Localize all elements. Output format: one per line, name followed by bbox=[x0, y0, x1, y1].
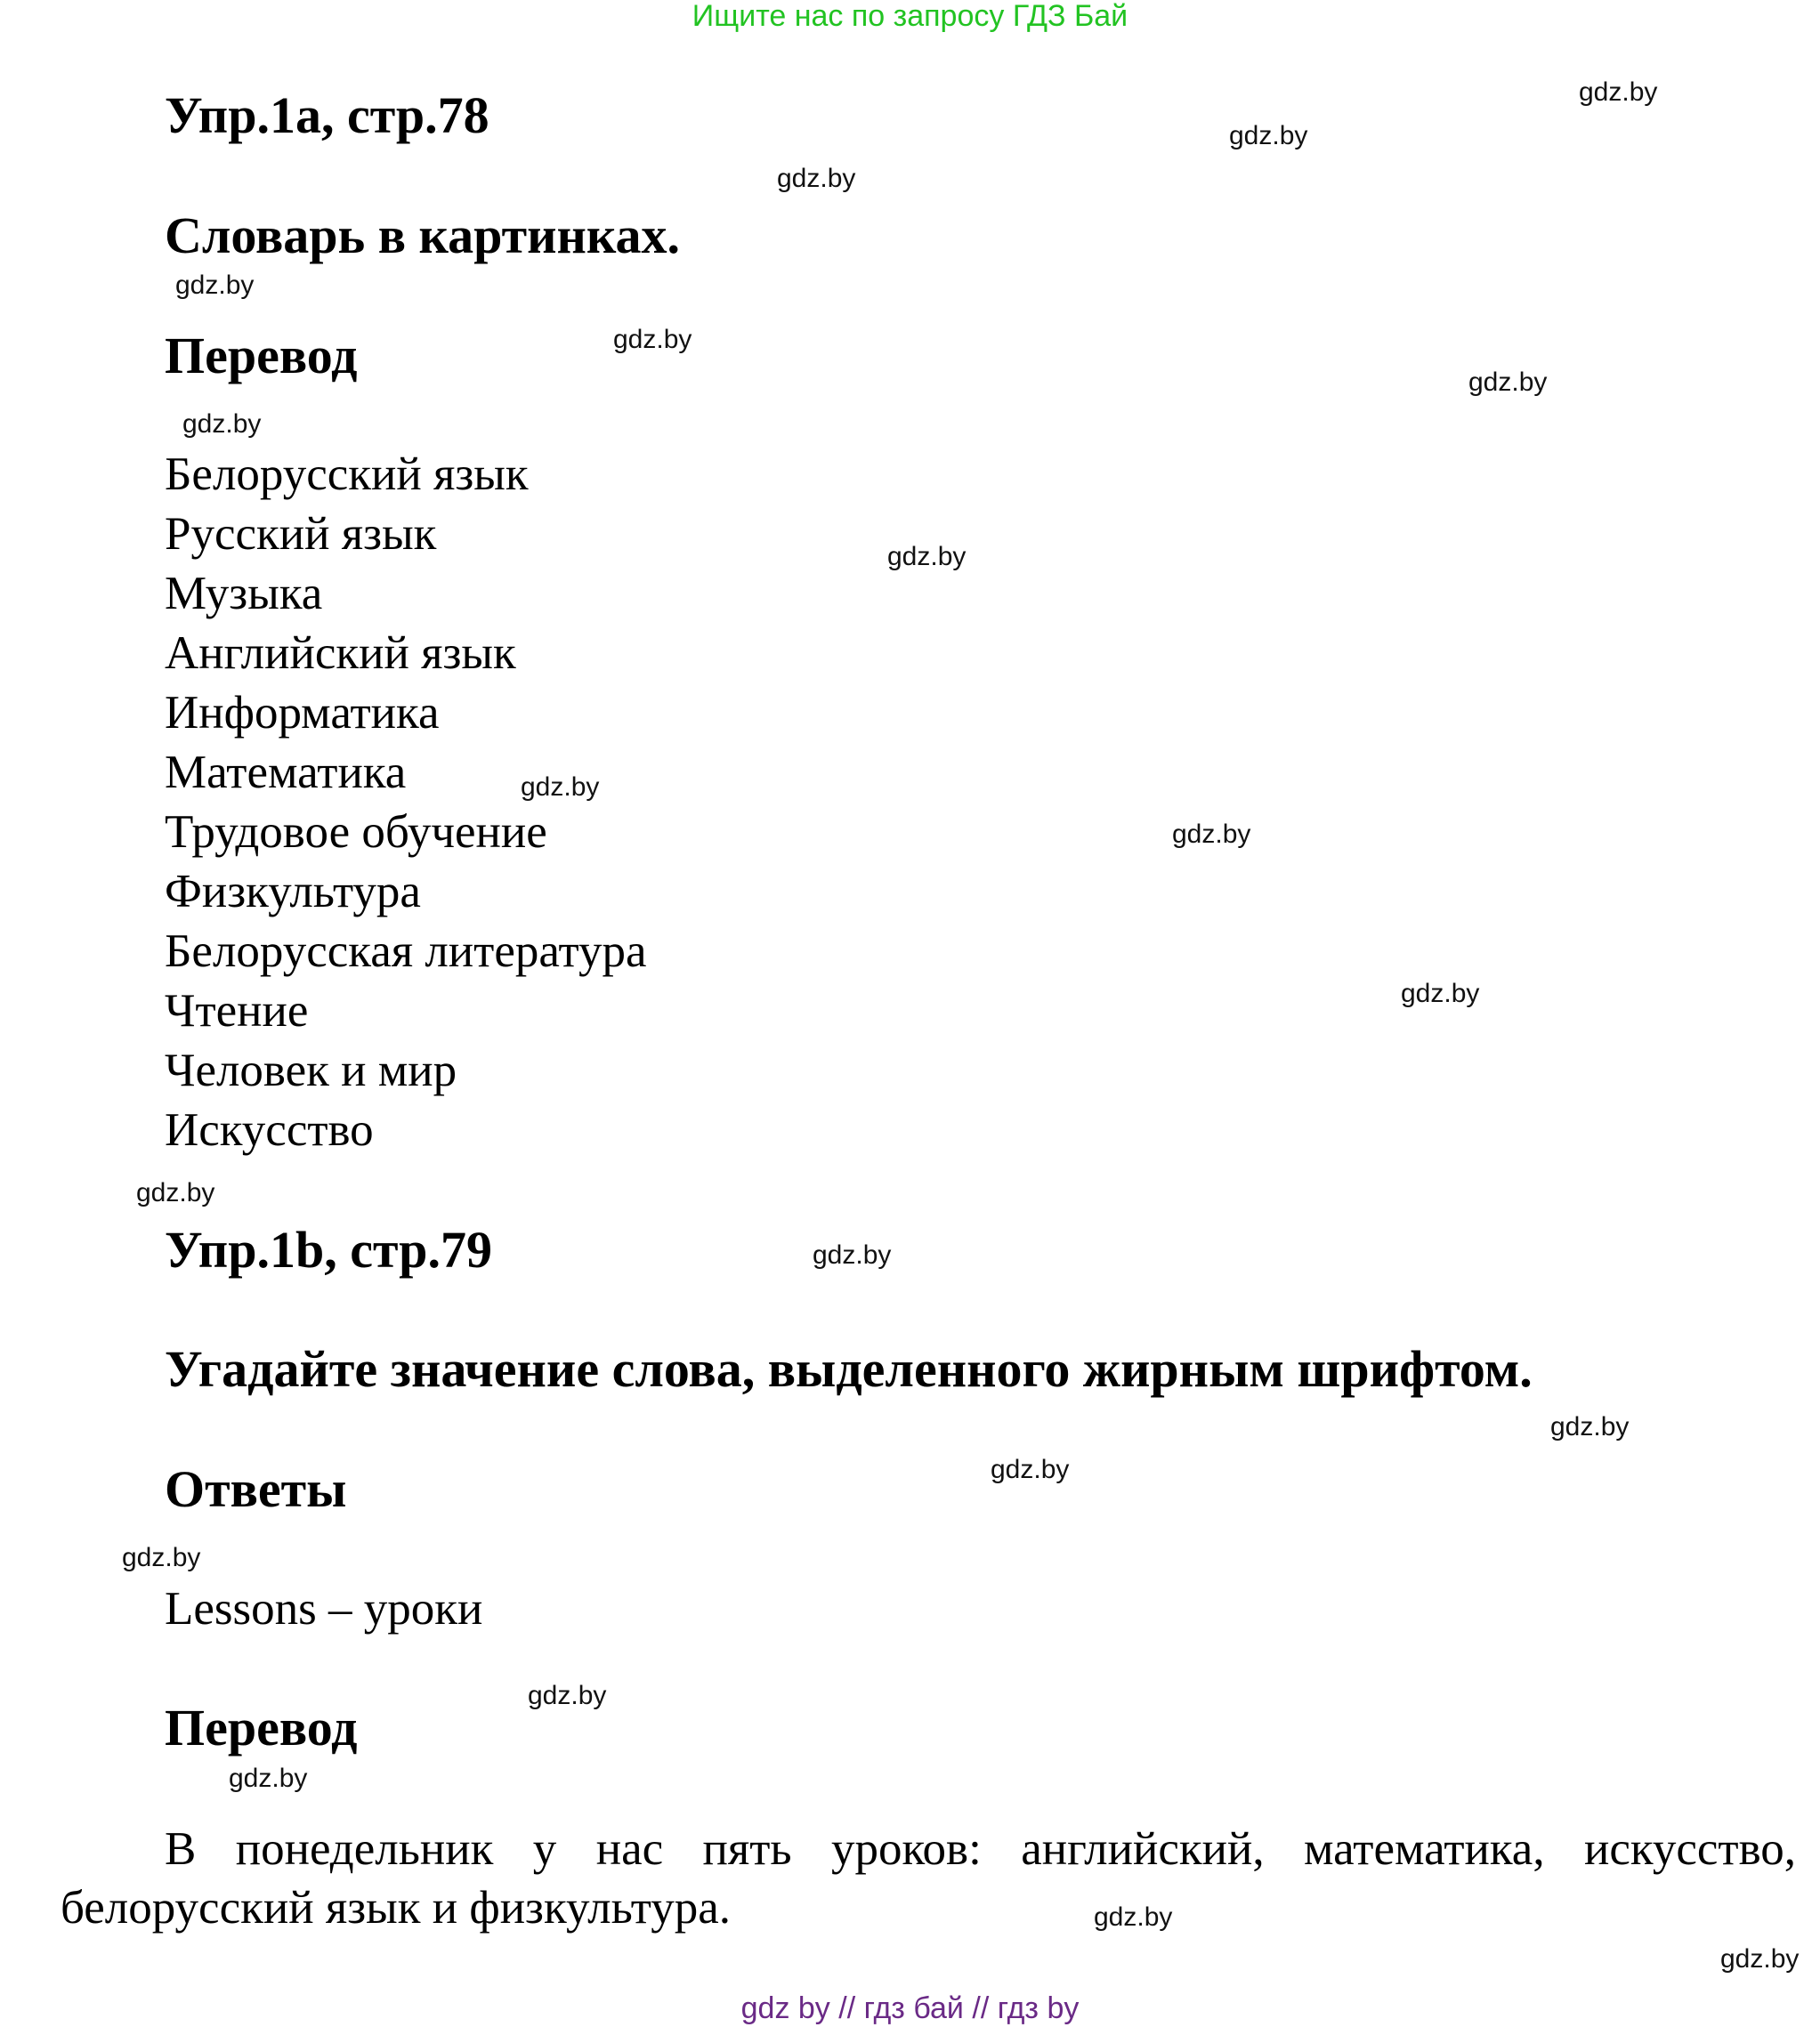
list-item: Русский язык bbox=[165, 508, 437, 560]
watermark: gdz.by bbox=[887, 542, 967, 571]
watermark: gdz.by bbox=[1550, 1412, 1630, 1442]
list-item: Физкультура bbox=[165, 866, 421, 917]
exercise-1b-title: Упр.1b, стр.79 bbox=[165, 1221, 492, 1279]
list-item: Человек и мир bbox=[165, 1045, 457, 1096]
watermark: gdz.by bbox=[1094, 1902, 1173, 1932]
list-item: Английский язык bbox=[165, 627, 516, 679]
watermark: gdz.by bbox=[1468, 367, 1548, 397]
list-item: Математика bbox=[165, 747, 407, 798]
watermark: gdz.by bbox=[1720, 1944, 1800, 1974]
watermark: gdz.by bbox=[1579, 77, 1658, 107]
watermark: gdz.by bbox=[777, 164, 856, 193]
watermark: gdz.by bbox=[528, 1681, 607, 1710]
translation-heading-1: Перевод bbox=[165, 327, 358, 384]
list-item: Искусство bbox=[165, 1104, 374, 1156]
watermark: gdz.by bbox=[122, 1543, 201, 1572]
watermark: gdz.by bbox=[1229, 121, 1308, 150]
list-item: Белорусская литература bbox=[165, 925, 647, 977]
translation-paragraph: В понедельник у нас пять уроков: английский, математика, искусство, белорусский язык и физкультура. bbox=[61, 1823, 1796, 1934]
watermark: gdz.by bbox=[229, 1764, 308, 1793]
exercise-1a-title: Упр.1a, стр.78 bbox=[165, 86, 489, 144]
list-item: Музыка bbox=[165, 568, 323, 619]
watermark: gdz.by bbox=[175, 271, 255, 300]
watermark: gdz.by bbox=[1401, 979, 1480, 1008]
list-item: Трудовое обучение bbox=[165, 806, 547, 858]
watermark: gdz.by bbox=[1172, 820, 1251, 849]
list-item: Чтение bbox=[165, 985, 309, 1037]
watermark: gdz.by bbox=[521, 772, 600, 802]
watermark: gdz.by bbox=[613, 325, 692, 354]
answers-heading: Ответы bbox=[165, 1460, 347, 1518]
answer-line: Lessons – уроки bbox=[165, 1583, 483, 1635]
translation-heading-2: Перевод bbox=[165, 1699, 358, 1756]
watermark: gdz.by bbox=[136, 1178, 215, 1207]
subject-list bbox=[165, 445, 647, 1160]
list-item: Информатика bbox=[165, 687, 440, 739]
search-banner: Ищите нас по запросу ГДЗ Бай bbox=[692, 0, 1128, 33]
watermark: gdz.by bbox=[991, 1455, 1070, 1484]
exercise-1b-task: Угадайте значение слова, выделенного жирным шрифтом. bbox=[165, 1340, 1533, 1398]
watermark: gdz.by bbox=[182, 409, 262, 439]
watermark: gdz.by bbox=[813, 1240, 892, 1270]
exercise-1a-task: Словарь в картинках. bbox=[165, 206, 680, 264]
list-item: Белорусский язык bbox=[165, 448, 529, 500]
footer-links: gdz by // гдз бай // гдз by bbox=[740, 1991, 1080, 2025]
